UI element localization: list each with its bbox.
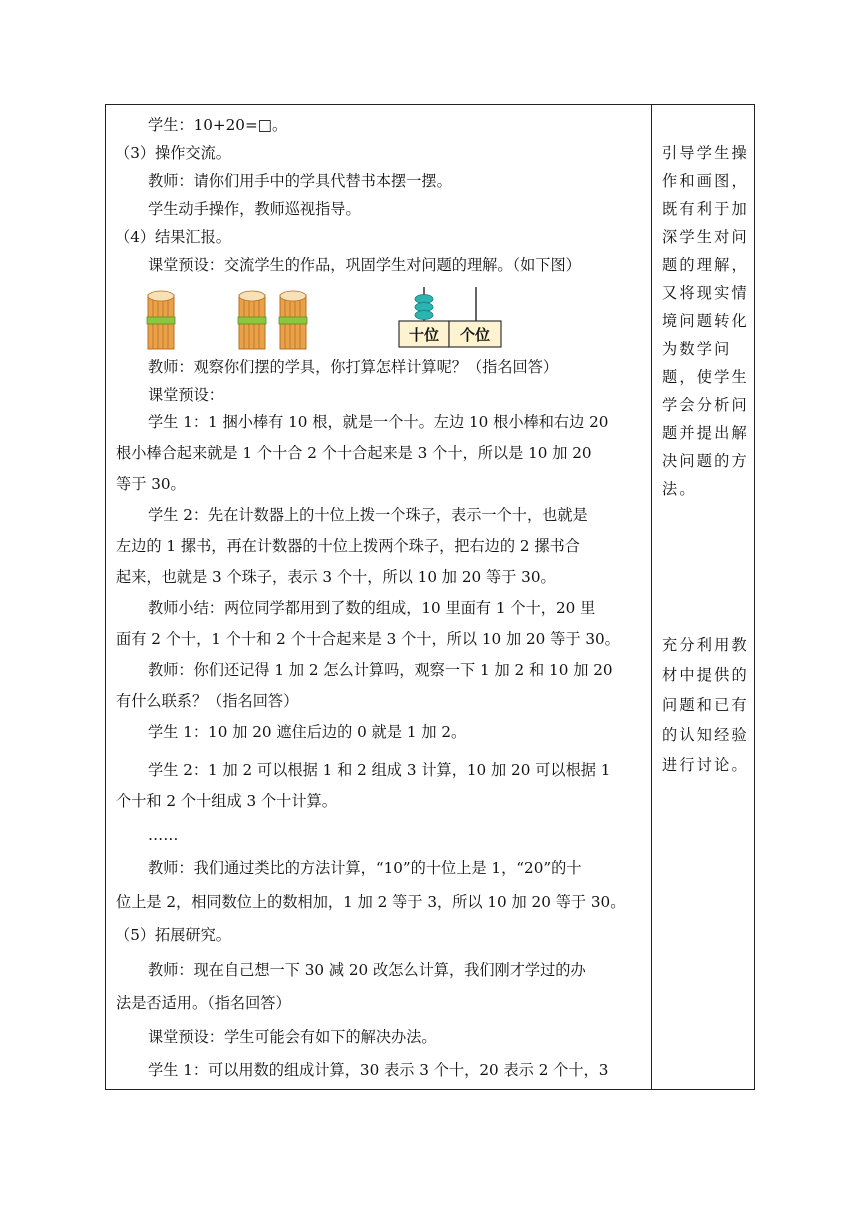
note-line: 为数学问 — [662, 340, 732, 358]
main-column — [106, 105, 651, 1089]
lesson-table — [105, 104, 755, 1090]
text-line: 课堂预设：学生可能会有如下的解决办法。 — [148, 1028, 437, 1046]
text-line: 教师：观察你们摆的学具，你打算怎样计算呢？（指名回答） — [148, 358, 559, 376]
text-line: 左边的 1 摞书，再在计数器的十位上拨两个珠子，把右边的 2 摞书合 — [116, 537, 580, 555]
note-line: 学会分析问 — [662, 396, 749, 414]
note-line: 材中提供的 — [662, 666, 749, 684]
text-line: 教师：现在自己想一下 30 减 20 改怎么计算，我们刚才学过的办 — [148, 961, 586, 979]
text-line: 学生 1：可以用数的组成计算，30 表示 3 个十，20 表示 2 个十，3 — [148, 1061, 609, 1079]
note-line: 进行讨论。 — [662, 756, 749, 774]
section-heading: （4）结果汇报。 — [115, 228, 231, 246]
text-line: 学生 1：1 捆小棒有 10 根，就是一个十。左边 10 根小棒和右边 20 — [148, 413, 609, 431]
text-line: 教师：你们还记得 1 加 2 怎么计算吗，观察一下 1 加 2 和 10 加 20 — [148, 661, 613, 679]
note-line: 又将现实情 — [662, 284, 749, 302]
note-line: 决问题的方 — [662, 452, 749, 470]
ellipsis: …… — [148, 826, 179, 844]
note-line: 法。 — [662, 480, 697, 498]
section-heading: （3）操作交流。 — [115, 144, 231, 162]
text-line: 教师：我们通过类比的方法计算，“10”的十位上是 1，“20”的十 — [148, 859, 582, 877]
text-line: 学生：10+20=□。 — [148, 116, 288, 134]
note-line: 题，使学生 — [662, 368, 749, 386]
text-line: 学生动手操作，教师巡视指导。 — [148, 200, 361, 218]
text-line: 起来，也就是 3 个珠子，表示 3 个十，所以 10 加 20 等于 30。 — [116, 568, 556, 586]
note-line: 问题和已有 — [662, 696, 749, 714]
abacus-ones-label: 个位 — [459, 326, 491, 344]
note-line: 题的理解， — [662, 256, 749, 274]
note-line: 深学生对问 — [662, 228, 749, 246]
section-heading: （5）拓展研究。 — [115, 926, 231, 944]
text-line: 等于 30。 — [116, 475, 186, 493]
stick-bundle-icon — [238, 291, 266, 349]
text-line: 学生 2：1 加 2 可以根据 1 和 2 组成 3 计算，10 加 20 可以根据 1 — [148, 761, 611, 779]
text-line: 法是否适用。（指名回答） — [116, 994, 291, 1012]
stick-bundle-icon — [279, 291, 307, 349]
text-line: 位上是 2，相同数位上的数相加，1 加 2 等于 3，所以 10 加 20 等于 30。 — [116, 893, 626, 911]
note-line: 题并提出解 — [662, 424, 749, 442]
text-line: 教师小结：两位同学都用到了数的组成，10 里面有 1 个十，20 里 — [148, 599, 596, 617]
text-line: 面有 2 个十，1 个十和 2 个十合起来是 3 个十，所以 10 加 20 等于 30。 — [116, 630, 620, 648]
note-line: 引导学生操 — [662, 144, 749, 162]
note-line: 既有利于加 — [662, 200, 749, 218]
text-line: 学生 1：10 加 20 遮住后边的 0 就是 1 加 2。 — [148, 723, 467, 741]
text-line: 根小棒合起来就是 1 个十合 2 个十合起来是 3 个十，所以是 10 加 20 — [116, 444, 592, 462]
note-line: 的认知经验 — [662, 726, 749, 744]
text-line: 学生 2：先在计数器上的十位上拨一个珠子，表示一个十，也就是 — [148, 506, 588, 524]
text-line: 个十和 2 个十组成 3 个十计算。 — [116, 792, 337, 810]
note-line: 作和画图， — [662, 172, 749, 190]
text-line: 教师：请你们用手中的学具代替书本摆一摆。 — [148, 172, 452, 190]
note-line: 充分利用教 — [662, 636, 749, 654]
illustration — [106, 283, 651, 353]
notes-column — [652, 105, 756, 1089]
note-line: 境问题转化 — [662, 312, 749, 330]
text-line: 课堂预设：交流学生的作品，巩固学生对问题的理解。（如下图） — [148, 256, 581, 274]
text-line: 有什么联系？（指名回答） — [116, 692, 299, 710]
abacus-icon — [399, 287, 501, 347]
text-line: 课堂预设： — [148, 386, 224, 404]
stick-bundle-icon — [147, 291, 175, 349]
abacus-tens-label: 十位 — [408, 326, 440, 344]
